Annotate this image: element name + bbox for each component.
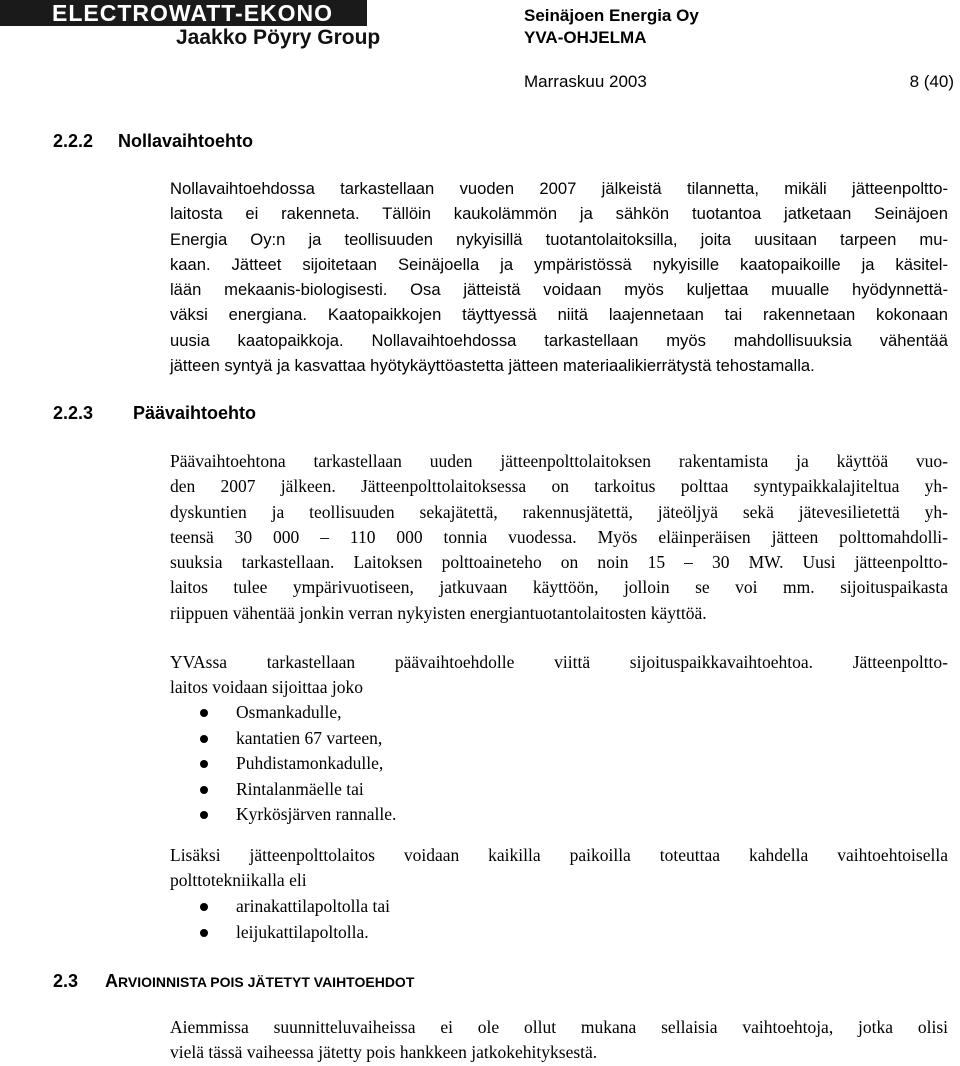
list-item [170, 894, 390, 920]
section-heading-2-3 [53, 971, 415, 992]
bullet-icon [200, 709, 208, 717]
header-date: Marraskuu 2003 [524, 72, 647, 91]
text-line: väksi energiana. Kaatopaikkojen täyttyessä niitä laajennetaan tai rakennetaan kokonaan [170, 305, 948, 325]
paragraph-sijoituspaikat [170, 650, 948, 701]
logo-tagline: Jaakko Pöyry Group [176, 26, 381, 49]
text-line: den 2007 jälkeen. Jätteenpolttolaitoksessa on tarkoitus polttaa syntypaikkalajiteltua yh- [170, 476, 948, 497]
text-line: jätteen syntyä ja kasvattaa hyötykäyttöastetta jätteen materiaalikierrätystä tehostamalla. [170, 356, 815, 376]
text-line: suuksia tarkastellaan. Laitoksen polttoaineteho on noin 15 – 30 MW. Uusi jätteenpoltto- [170, 552, 948, 573]
text-line: kaan. Jätteet sijoitetaan Seinäjoella ja ympäristössä nykyisille kaatopaikoille ja käsitel- [170, 254, 948, 274]
section-title: Nollavaihtoehto [118, 131, 254, 151]
list-item [170, 700, 396, 726]
list-item-text: kantatien 67 varteen, [236, 727, 383, 748]
text-line: Aiemmissa suunnitteluvaiheissa ei ole ollut mukana sellaisia vaihtoehtoja, jotka olisi [170, 1017, 948, 1037]
company-logo [0, 0, 381, 50]
section-title: ARVIOINNISTA POIS JÄTETYT VAIHTOEHDOT [105, 971, 415, 991]
text-line: lään mekaanis-biologisesti. Osa jätteistä voidaan myös kuljettaa muualle hyödynnettä- [170, 280, 948, 300]
text-line: laitosta ei rakenneta. Tällöin kaukolämmön ja sähkön tuotantoa jatketaan Seinäjoen [170, 204, 948, 224]
list-item [170, 751, 396, 777]
text-line: Päävaihtoehtona tarkastellaan uuden jätteenpolttolaitoksen rakentamista ja käyttöä vuo- [170, 451, 948, 471]
location-list [170, 700, 396, 828]
bullet-icon [200, 786, 208, 794]
list-item-text: Rintalanmäelle tai [236, 778, 364, 799]
list-item [170, 920, 390, 946]
logo-wordmark: ELECTROWATT-EKONO [0, 0, 367, 26]
bullet-icon [200, 811, 208, 819]
bullet-icon [200, 929, 208, 937]
text-line: YVAssa tarkastellaan päävaihtoehdolle viittä sijoituspaikkavaihtoehtoa. Jätteenpoltto- [170, 652, 948, 672]
text-line: dyskuntien ja teollisuuden sekajätettä, rakennusjätettä, jäteöljyä sekä jätevesilietettä yh- [170, 501, 948, 522]
paragraph-polttotekniikka [170, 843, 948, 894]
text-line: Lisäksi jätteenpolttolaitos voidaan kaikilla paikoilla toteuttaa kahdella vaihtoehtoisella [170, 845, 948, 865]
bullet-icon [200, 760, 208, 768]
section-number: 2.2.2 [53, 131, 94, 151]
bullet-icon [200, 735, 208, 743]
paragraph-paavaihtoehto [170, 449, 948, 626]
text-line: laitos voidaan sijoittaa joko [170, 677, 363, 698]
text-line: Energia Oy:n ja teollisuuden nykyisillä tuotantolaitoksilla, joita uusitaan tarpeen mu- [170, 229, 948, 249]
list-item-text: Osmankadulle, [236, 702, 342, 722]
section-number: 2.2.3 [53, 403, 94, 423]
text-line: Nollavaihtoehdossa tarkastellaan vuoden 2007 jälkeistä tilannetta, mikäli jätteenpoltto- [170, 179, 948, 198]
text-line: uusia kaatopaikkoja. Nollavaihtoehdossa tarkastellaan myös mahdollisuuksia vähentää [170, 330, 948, 350]
section-number: 2.3 [53, 971, 79, 991]
text-line: teensä 30 000 – 110 000 tonnia vuodessa. Myös eläinperäisen jätteen polttomahdolli- [170, 526, 948, 547]
section-title: Päävaihtoehto [133, 403, 257, 423]
bullet-icon [200, 903, 208, 911]
text-line: laitos tulee ympärivuotiseen, jatkuvaan käyttöön, jolloin se voi mm. sijoituspaikasta [170, 577, 948, 598]
list-item [170, 777, 396, 803]
list-item-text: leijukattilapoltolla. [236, 921, 369, 942]
header-program: YVA-OHJELMA [524, 28, 647, 47]
paragraph-nollavaihtoehto [170, 176, 948, 378]
header-company: Seinäjoen Energia Oy [524, 6, 699, 25]
paragraph-pois-jatetyt [170, 1015, 948, 1066]
page-number: 8 (40) [909, 72, 954, 91]
text-line: polttotekniikalla eli [170, 870, 307, 891]
list-item-text: Puhdistamonkadulle, [236, 753, 384, 774]
text-line: riippuen vähentää jonkin verran nykyisten energiantuotantolaitosten käyttöä. [170, 602, 707, 623]
list-item [170, 726, 396, 752]
list-item [170, 802, 396, 828]
text-line: vielä tässä vaiheessa jätetty pois hankkeen jatkokehityksestä. [170, 1042, 598, 1063]
technique-list [170, 894, 390, 945]
list-item-text: Kyrkösjärven rannalle. [236, 804, 397, 825]
list-item-text: arinakattilapoltolla tai [236, 896, 391, 916]
